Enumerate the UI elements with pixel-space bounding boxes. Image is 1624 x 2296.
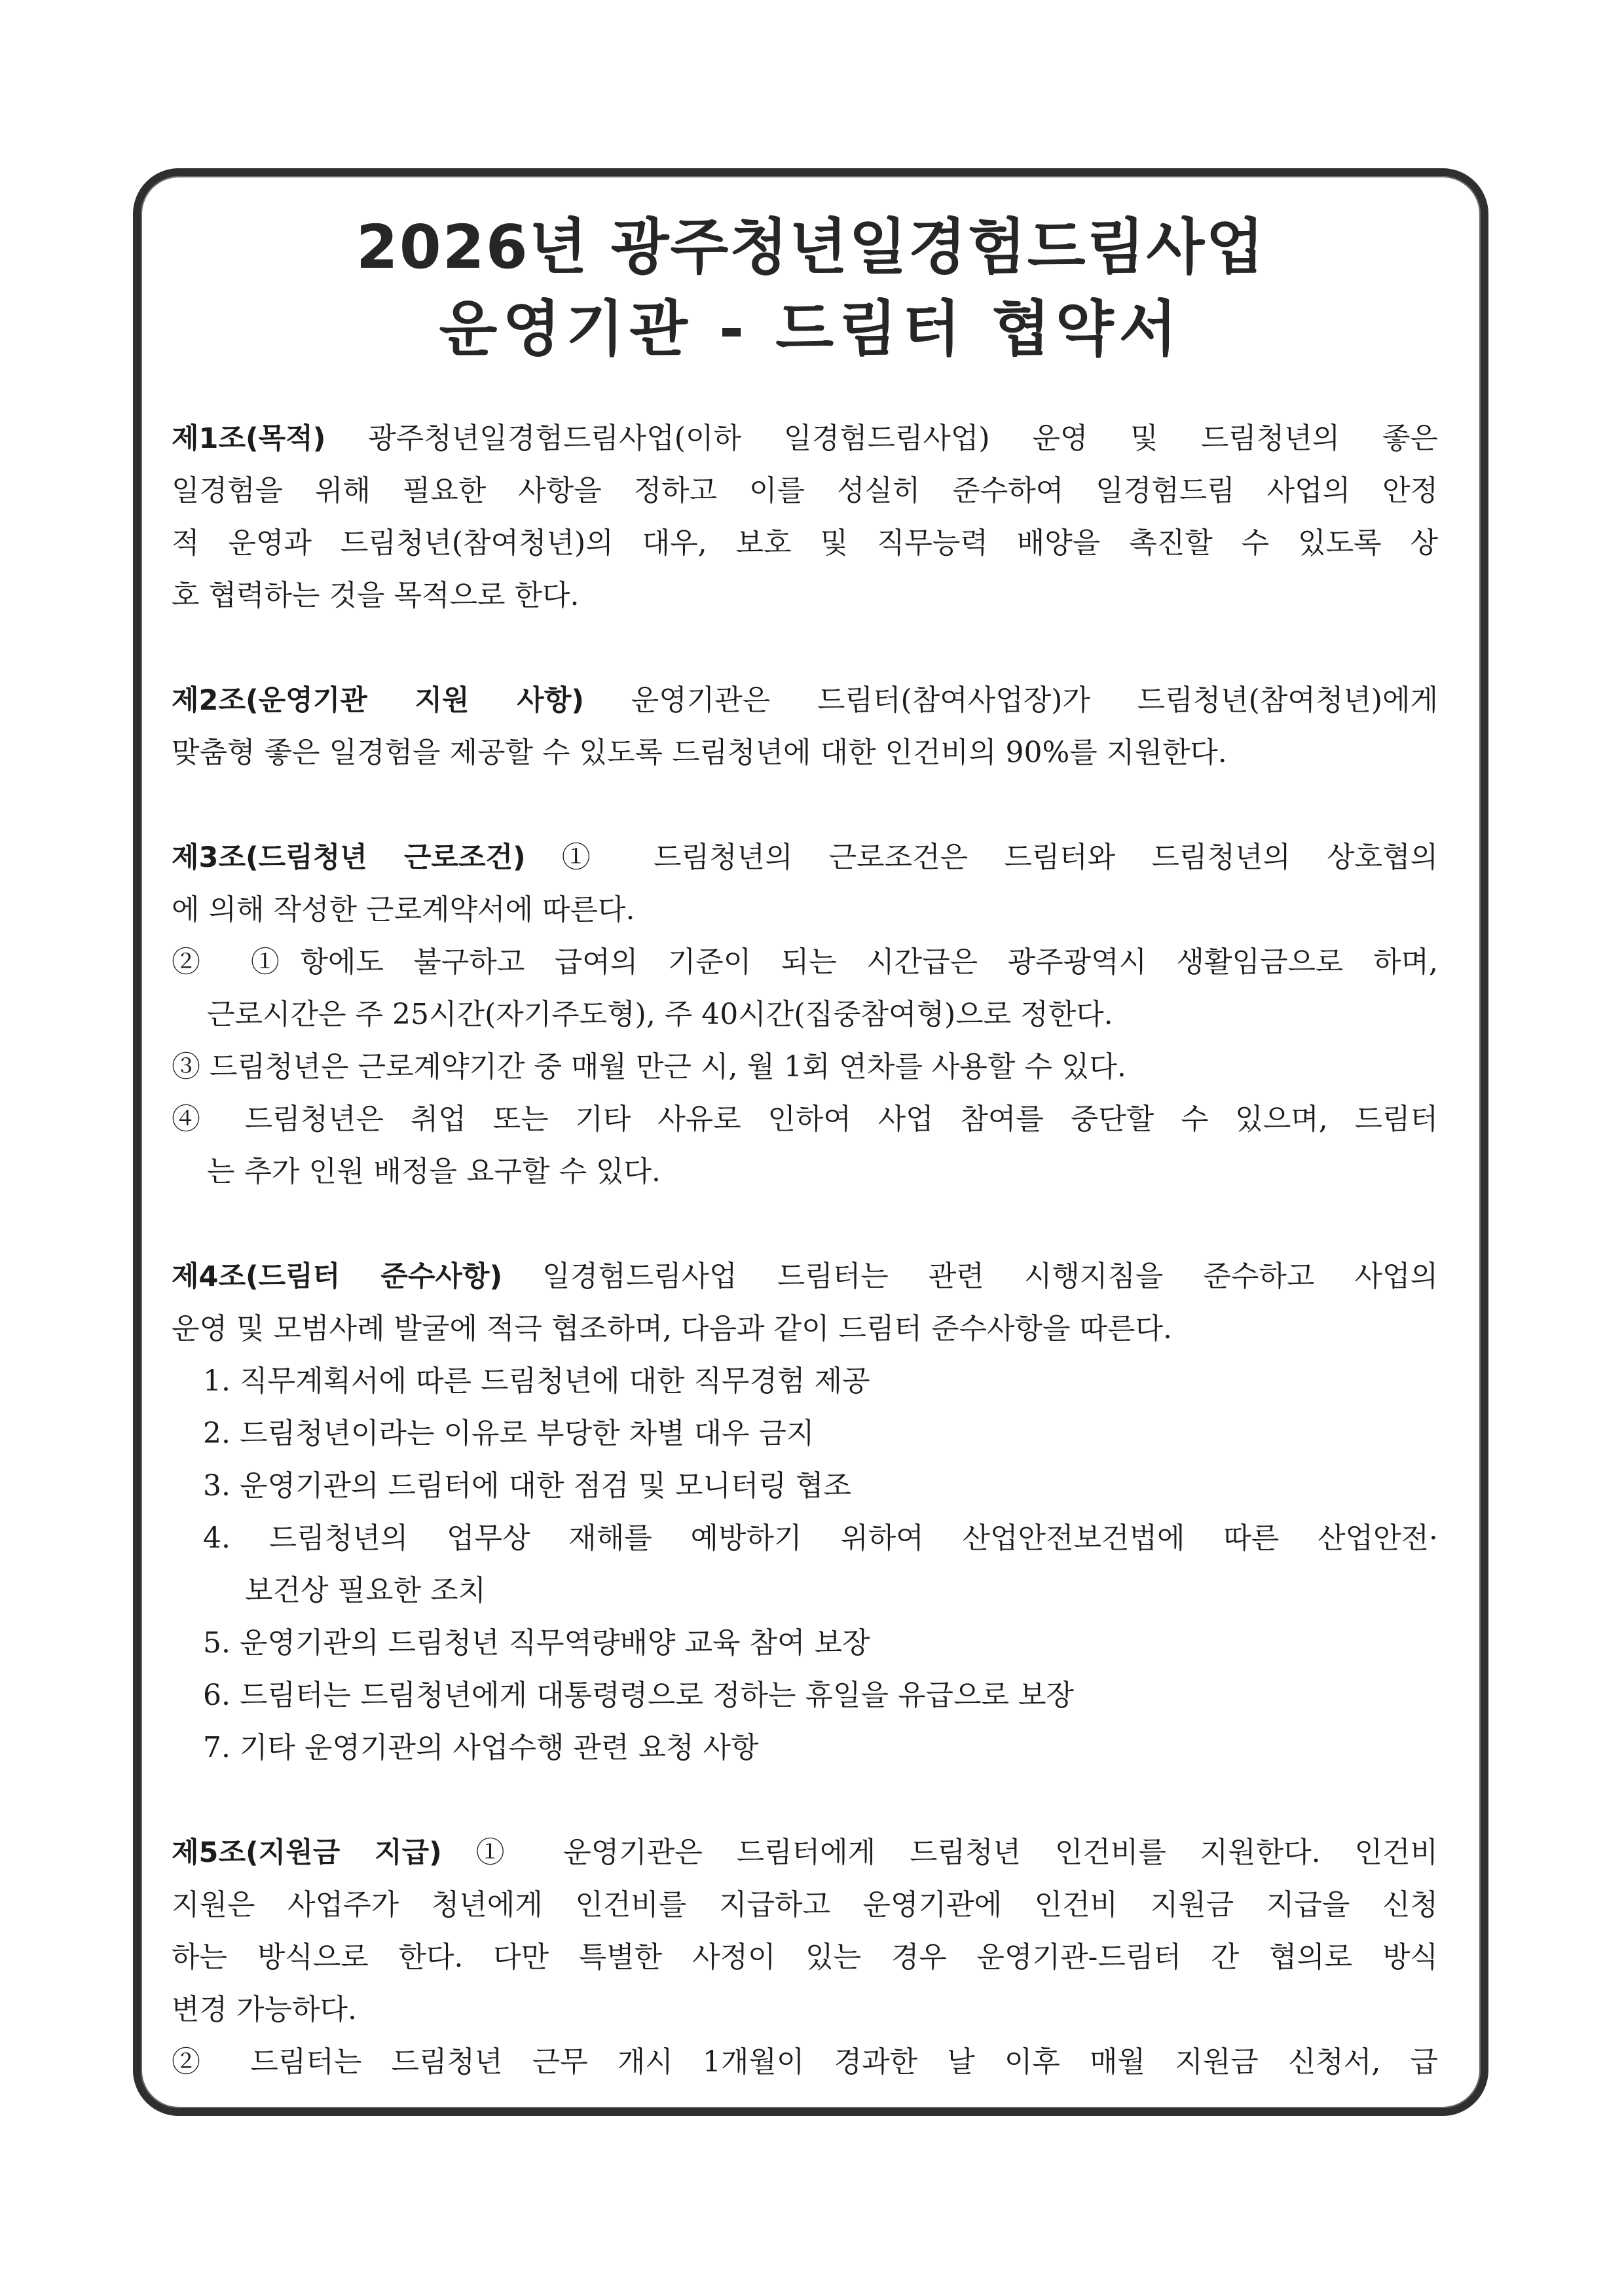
article1-title: 제1조(목적): [172, 422, 326, 455]
list-item: 6. 드림터는 드림청년에게 대통령령으로 정하는 휴일을 유급으로 보장: [203, 1679, 1074, 1712]
spacer: [172, 622, 1438, 674]
article3-para4-line1: ④ 드림청년은 취업 또는 기타 사유로 인하여 사업 참여를 중단할 수 있으며, 드림터: [172, 1102, 1438, 1136]
article3-para4-line2: 는 추가 인원 배정을 요구할 수 있다.: [207, 1155, 661, 1188]
article1-text: 광주청년일경험드림사업(이하 일경험드림사업) 운영 및 드림청년의 좋은: [325, 422, 1438, 455]
list-item: 5. 운영기관의 드림청년 직무역량배양 교육 참여 보장: [203, 1626, 870, 1660]
article1-line4: 호 협력하는 것을 목적으로 한다.: [172, 579, 580, 612]
article3-title: 제3조(드림청년 근로조건): [172, 841, 526, 874]
article4-line1: [172, 1250, 1438, 1303]
article3-para3-line1: ③ 드림청년은 근로계약기간 중 매월 만근 시, 월 1회 연차를 사용할 수 있다.: [172, 1050, 1126, 1084]
agreement-body: [172, 412, 1438, 2088]
article5-title: 제5조(지원금 지급): [172, 1836, 442, 1869]
article3-text: ① 드림청년의 근로조건은 드림터와 드림청년의 상호협의: [525, 841, 1438, 874]
list-item: 7. 기타 운영기관의 사업수행 관련 요청 사항: [203, 1731, 759, 1764]
article5-para2-line1: ② 드림터는 드림청년 근무 개시 1개월이 경과한 날 이후 매월 지원금 신청서, 급: [172, 2045, 1438, 2079]
article5-line4: 변경 가능하다.: [172, 1993, 357, 2026]
article3-line2: 에 의해 작성한 근로계약서에 따른다.: [172, 893, 635, 926]
article2-title: 제2조(운영기관 지원 사항): [172, 684, 585, 717]
article3-para2-line2: 근로시간은 주 25시간(자기주도형), 주 40시간(집중참여형)으로 정한다.: [207, 998, 1113, 1031]
article3-para2-line1: ② ①항에도 불구하고 급여의 기준이 되는 시간급은 광주광역시 생활임금으로 하며,: [172, 945, 1438, 979]
article2-line2: 맞춤형 좋은 일경험을 제공할 수 있도록 드림청년에 대한 인건비의 90%를 지원한다.: [172, 736, 1227, 769]
article4-text: 일경험드림사업 드림터는 관련 시행지침을 준수하고 사업의: [502, 1260, 1438, 1293]
list-item: 3. 운영기관의 드림터에 대한 점검 및 모니터링 협조: [203, 1469, 851, 1503]
article2-line1: [172, 674, 1438, 727]
article5-line3: 하는 방식으로 한다. 다만 특별한 사정이 있는 경우 운영기관-드림터 간 협의로 방식: [172, 1941, 1438, 1974]
document-title-line1: 2026년 광주청년일경험드림사업: [356, 212, 1266, 282]
article5-line2: 지원은 사업주가 청년에게 인건비를 지급하고 운영기관에 인건비 지원금 지급을 신청: [172, 1888, 1438, 1922]
article5-text: ① 운영기관은 드림터에게 드림청년 인건비를 지원한다. 인건비: [441, 1836, 1438, 1869]
article4-line2: 운영 및 모범사례 발굴에 적극 협조하며, 다음과 같이 드림터 준수사항을 따른다.: [172, 1312, 1172, 1345]
article4-title: 제4조(드림터 준수사항): [172, 1260, 503, 1293]
document-title-line2: 운영기관 - 드림터 협약서: [439, 294, 1183, 364]
spacer: [172, 1198, 1438, 1250]
article5-line1: [172, 1827, 1438, 1879]
article1-line2: 일경험을 위해 필요한 사항을 정하고 이를 성실히 준수하여 일경험드림 사업의 안정: [172, 474, 1438, 507]
list-item: 4. 드림청년의 업무상 재해를 예방하기 위하여 산업안전보건법에 따른 산업안전·: [203, 1522, 1438, 1555]
spacer: [172, 779, 1438, 831]
article1-line1: [172, 412, 1438, 465]
list-item: 2. 드림청년이라는 이유로 부당한 차별 대우 금지: [203, 1417, 815, 1450]
article1-line3: 적 운영과 드림청년(참여청년)의 대우, 보호 및 직무능력 배양을 촉진할 수 있도록 상: [172, 526, 1438, 560]
article2-text: 운영기관은 드림터(참여사업장)가 드림청년(참여청년)에게: [584, 683, 1438, 717]
article3-line1: [172, 831, 1438, 884]
list-item-continuation: 보건상 필요한 조치: [245, 1574, 487, 1607]
list-item: 1. 직무계획서에 따른 드림청년에 대한 직무경험 제공: [203, 1364, 870, 1398]
spacer: [172, 1774, 1438, 1827]
